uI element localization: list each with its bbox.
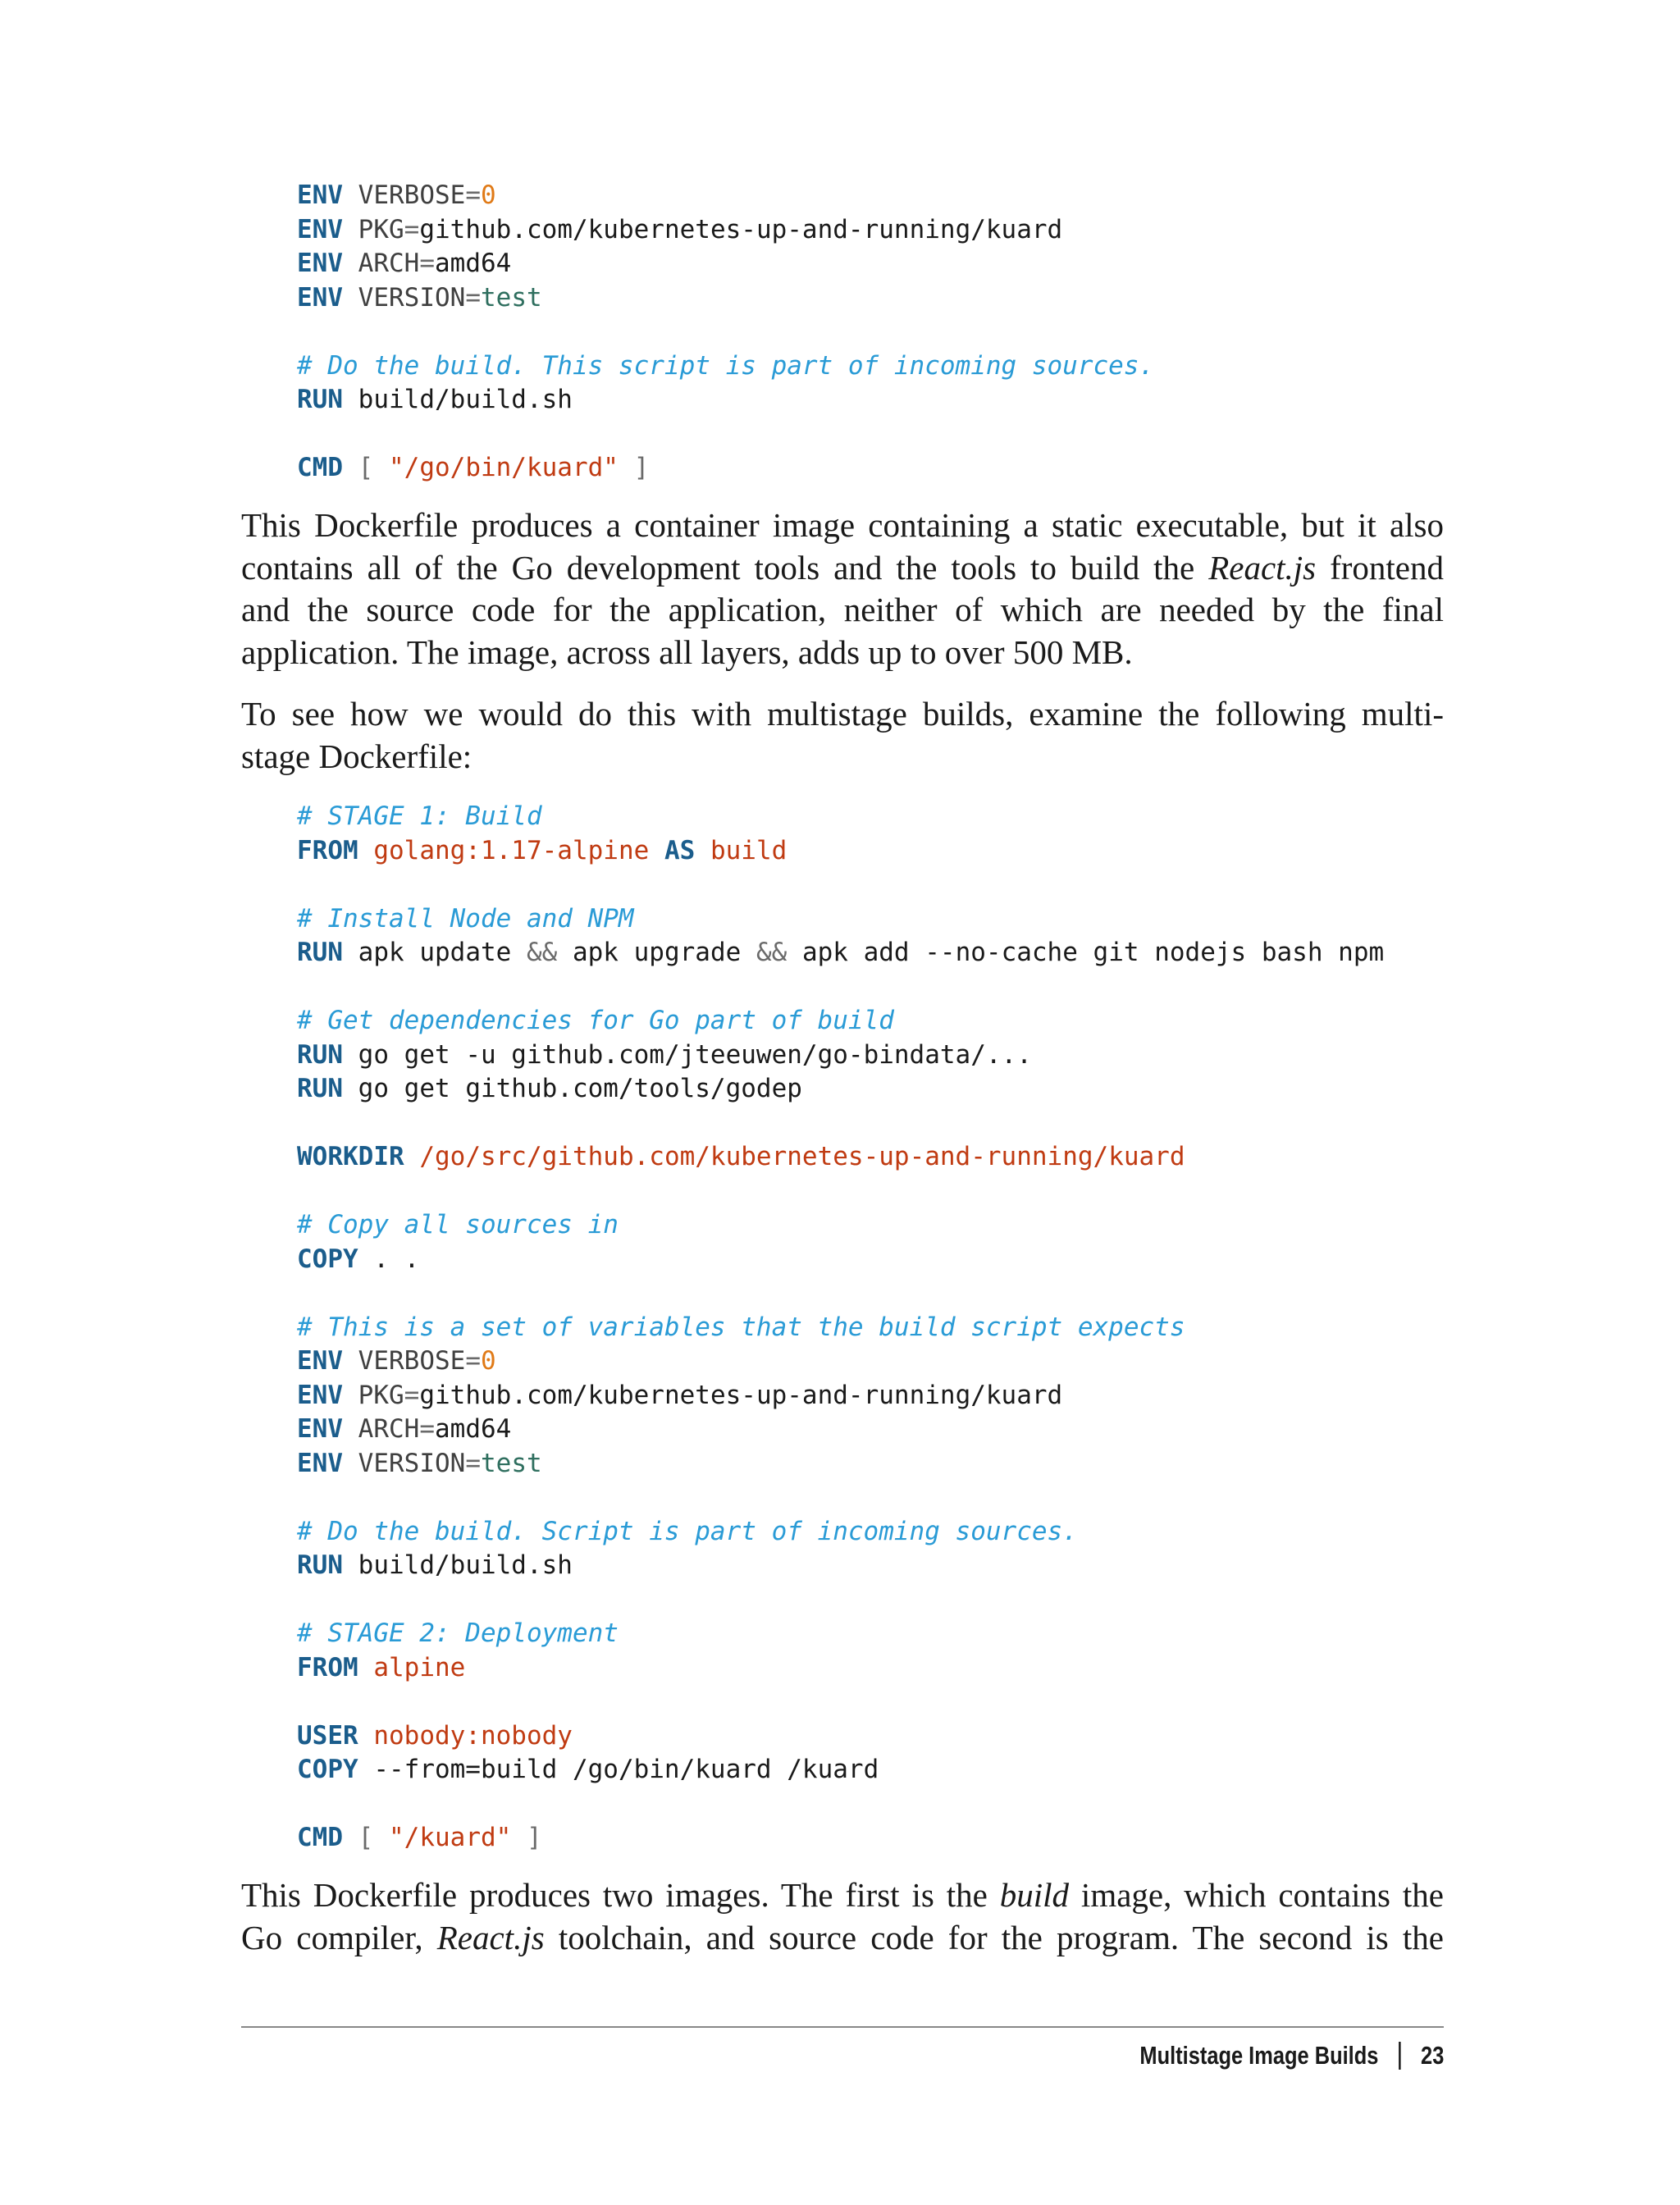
code-operator: = [465, 1346, 481, 1376]
page-footer [1139, 2041, 1444, 2070]
code-operator: = [465, 282, 481, 313]
code-keyword: WORKDIR [297, 1142, 404, 1171]
code-keyword: ENV [297, 1380, 343, 1410]
code-comment: # STAGE 1: Build [297, 801, 542, 831]
text-run: This Dockerfile produces a container image containing a static executable, but it also [241, 506, 1444, 544]
code-line [297, 1719, 1384, 1754]
code-line [297, 1140, 1384, 1175]
code-text: apk add --no-cache git nodejs bash npm [787, 938, 1385, 967]
code-operator: = [419, 249, 435, 278]
text-line [241, 1874, 1444, 1917]
code-comment: # Install Node and NPM [297, 903, 634, 934]
code-comment: # STAGE 2: Deployment [297, 1618, 619, 1648]
env-var-name: PKG [358, 214, 404, 244]
code-line [297, 1447, 1384, 1481]
code-bracket: ] [618, 453, 650, 482]
code-line [297, 1379, 1384, 1413]
code-keyword: ENV [297, 249, 343, 278]
text-line [241, 1917, 1444, 1960]
env-var-value: 0 [481, 180, 496, 210]
footer-rule [241, 2026, 1444, 2028]
code-line [297, 213, 1154, 248]
code-keyword: ENV [297, 214, 343, 244]
text-line [241, 547, 1444, 590]
code-keyword: ENV [297, 1448, 343, 1478]
code-text: build/build.sh [358, 1550, 573, 1580]
text-run: application. The image, across all layers, adds up to over 500 MB. [241, 632, 1133, 671]
code-line [297, 383, 1154, 418]
code-line [297, 1583, 1384, 1618]
code-line [297, 1276, 1384, 1311]
code-string: "/kuard" [389, 1823, 512, 1852]
code-line [297, 1515, 1384, 1550]
code-line [297, 1787, 1384, 1822]
env-var-name: VERBOSE [358, 180, 466, 210]
text-run: frontend [1316, 548, 1444, 587]
code-keyword: RUN [297, 1550, 343, 1580]
code-line [297, 1175, 1384, 1209]
code-comment: # This is a set of variables that the build script expects [297, 1312, 1185, 1342]
footer-section-title: Multistage Image Builds [1139, 2041, 1379, 2070]
code-line [297, 902, 1384, 937]
text-run: toolchain, and source code for the program. The second is the [544, 1918, 1444, 1956]
code-operator: && [526, 938, 558, 967]
env-var-value: amd64 [435, 249, 512, 278]
code-text: apk upgrade [557, 938, 756, 967]
code-bracket: [ [358, 453, 389, 482]
env-var-name: VERBOSE [358, 1346, 466, 1376]
code-text: --from=build /go/bin/kuard /kuard [373, 1755, 879, 1784]
code-line [297, 970, 1384, 1005]
code-line [297, 1413, 1384, 1447]
code-keyword: ENV [297, 180, 343, 210]
code-operator: = [465, 180, 481, 210]
code-argument: build [710, 835, 788, 865]
page-number: 23 [1420, 2041, 1444, 2070]
code-keyword: FROM [297, 835, 358, 865]
code-comment: # Do the build. This script is part of incoming sources. [297, 350, 1155, 381]
env-var-value: test [481, 282, 542, 313]
code-line [297, 1753, 1384, 1787]
text-run: Go compiler, [241, 1918, 437, 1956]
text-run: contains all of the Go development tools and the tools to build the [241, 548, 1209, 587]
code-keyword: COPY [297, 1755, 358, 1784]
footer-separator [1399, 2042, 1400, 2070]
emphasis: build [999, 1876, 1070, 1914]
text-run: stage Dockerfile: [241, 737, 472, 775]
code-operator: = [404, 1380, 420, 1410]
code-line [297, 281, 1154, 316]
code-keyword: ENV [297, 1346, 343, 1376]
text-line [241, 589, 1444, 632]
code-comment: # Do the build. Script is part of incoming sources. [297, 1516, 1078, 1546]
text-run: image, which contains the [1069, 1876, 1444, 1914]
code-line [297, 179, 1154, 213]
code-line [297, 315, 1154, 349]
env-var-value: amd64 [435, 1414, 512, 1444]
code-text: go get -u github.com/jteeuwen/go-bindata/... [358, 1039, 1032, 1070]
code-comment: # Copy all sources in [297, 1210, 619, 1239]
code-text: . . [373, 1244, 420, 1274]
code-argument: golang:1.17-alpine [373, 835, 650, 865]
code-line [297, 1617, 1384, 1651]
env-var-value: 0 [481, 1346, 496, 1376]
code-line [297, 1685, 1384, 1719]
code-keyword: CMD [297, 453, 343, 482]
code-keyword: RUN [297, 385, 343, 414]
code-argument: /go/src/github.com/kubernetes-up-and-running/kuard [419, 1142, 1185, 1171]
text-run: To see how we would do this with multistage builds, examine the following multi- [241, 695, 1444, 733]
code-operator: && [756, 938, 788, 967]
code-line [297, 418, 1154, 452]
text-run: This Dockerfile produces two images. The first is the [241, 1876, 1000, 1914]
code-operator: = [419, 1414, 435, 1444]
code-line [297, 1039, 1384, 1073]
code-line [297, 1651, 1384, 1686]
code-line [297, 936, 1384, 970]
code-block-2 [297, 800, 1384, 1856]
code-keyword: ENV [297, 1414, 343, 1444]
env-var-name: ARCH [358, 1414, 420, 1444]
code-string: "/go/bin/kuard" [389, 453, 619, 482]
code-line [297, 349, 1154, 384]
paragraph-2 [241, 693, 1444, 778]
code-bracket: ] [511, 1823, 542, 1852]
paragraph-3 [241, 1874, 1444, 1959]
text-run: and the source code for the application, neither of which are needed by the final [241, 591, 1444, 628]
code-line [297, 451, 1154, 486]
code-text: go get github.com/tools/godep [358, 1074, 802, 1103]
paragraph-1 [241, 504, 1444, 673]
code-comment: # Get dependencies for Go part of build [297, 1006, 894, 1035]
code-line [297, 1107, 1384, 1141]
env-var-value: github.com/kubernetes-up-and-running/kuard [419, 214, 1063, 244]
env-var-name: VERSION [358, 282, 466, 313]
code-operator: = [404, 214, 420, 244]
code-text: build/build.sh [358, 385, 573, 414]
code-line [297, 1549, 1384, 1583]
code-operator: = [465, 1448, 481, 1478]
emphasis: React.js [436, 1918, 545, 1956]
env-var-value: test [481, 1448, 542, 1478]
code-line [297, 1208, 1384, 1243]
env-var-name: ARCH [358, 249, 420, 278]
code-bracket: [ [358, 1823, 389, 1852]
text-line [241, 693, 1444, 736]
env-var-value: github.com/kubernetes-up-and-running/kuard [419, 1380, 1063, 1410]
text-line [241, 632, 1444, 674]
code-keyword: CMD [297, 1823, 343, 1852]
text-line [241, 504, 1444, 547]
code-line [297, 1344, 1384, 1379]
env-var-name: PKG [358, 1380, 404, 1410]
code-keyword: USER [297, 1720, 358, 1751]
code-line [297, 1243, 1384, 1277]
code-line [297, 800, 1384, 834]
code-text: apk update [358, 938, 527, 967]
code-keyword: RUN [297, 1039, 343, 1070]
code-block-1 [297, 179, 1154, 486]
env-var-name: VERSION [358, 1448, 466, 1478]
code-line [297, 868, 1384, 902]
text-line [241, 736, 1444, 778]
code-keyword: AS [664, 835, 696, 865]
code-line [297, 1311, 1384, 1345]
code-keyword: RUN [297, 1074, 343, 1103]
code-keyword: ENV [297, 282, 343, 313]
code-argument: nobody:nobody [373, 1720, 573, 1751]
code-line [297, 1481, 1384, 1515]
code-argument: alpine [373, 1652, 466, 1682]
code-keyword: RUN [297, 938, 343, 967]
code-line [297, 1821, 1384, 1856]
code-keyword: FROM [297, 1652, 358, 1682]
code-line [297, 1072, 1384, 1107]
code-line [297, 247, 1154, 281]
emphasis: React.js [1208, 548, 1317, 587]
code-keyword: COPY [297, 1244, 358, 1274]
code-line [297, 1004, 1384, 1039]
code-line [297, 834, 1384, 869]
